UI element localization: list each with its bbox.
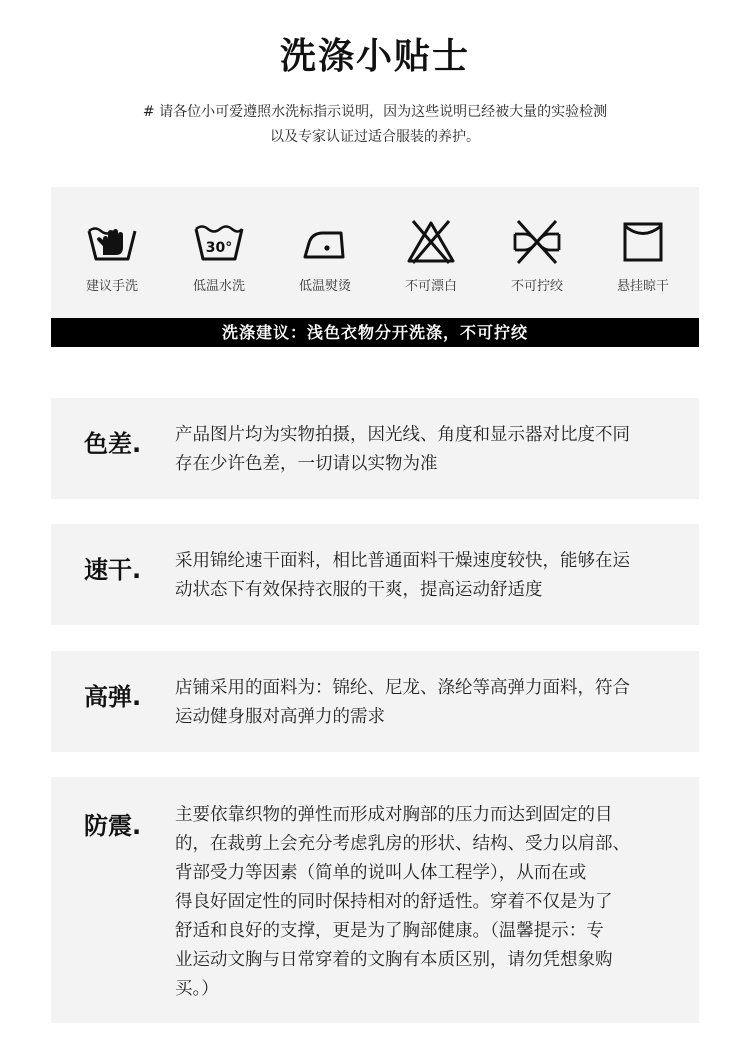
text-line: 存在少许色差，一切请以实物为准 xyxy=(175,454,438,474)
care-item-hang-dry xyxy=(598,219,688,294)
care-symbols-panel xyxy=(51,187,699,318)
text-line: 背部受力等因素（简单的说叫人体工程学），从而在或 xyxy=(175,863,587,883)
care-label: 建议手洗 xyxy=(85,279,138,294)
care-item-iron xyxy=(280,219,370,294)
text-line: 动状态下有效保持衣服的干爽，提高运动舒适度 xyxy=(175,580,543,600)
care-label: 低温熨烫 xyxy=(298,279,351,294)
text-line: 的，在裁剪上会充分考虑乳房的形状、结构、受力以肩部、 xyxy=(175,834,630,854)
no-bleach-icon xyxy=(405,219,457,265)
section-heading: 速干. xyxy=(84,556,142,584)
info-section-quick-dry xyxy=(51,524,699,625)
care-label: 不可拧绞 xyxy=(510,279,563,294)
text-line: 主要依靠织物的弹性而形成对胸部的压力而达到固定的目 xyxy=(175,805,613,825)
section-text xyxy=(175,801,695,1004)
info-section-shockproof xyxy=(51,777,699,1023)
text-line: 舒适和良好的支撑，更是为了胸部健康。（温馨提示：专 xyxy=(175,921,604,941)
care-label: 低温水洗 xyxy=(192,279,245,294)
section-heading: 高弹. xyxy=(84,683,142,711)
hang-dry-icon xyxy=(617,219,669,265)
care-item-no-bleach xyxy=(386,219,476,294)
section-text xyxy=(175,674,695,732)
care-item-wash-30 xyxy=(174,219,264,294)
care-item-no-wring xyxy=(492,219,582,294)
subtitle-line: # 请各位小可爱遵照水洗标指示说明，因为这些说明已经被大量的实验检测 xyxy=(142,104,608,120)
text-line: 店铺采用的面料为：锦纶、尼龙、涤纶等高弹力面料，符合 xyxy=(175,678,630,698)
iron-low-icon xyxy=(299,219,351,265)
text-line: 运动健身服对高弹力的需求 xyxy=(175,707,385,727)
text-line: 产品图片均为实物拍摄，因光线、角度和显示器对比度不同 xyxy=(175,425,630,445)
wash-30-icon xyxy=(193,219,245,265)
care-label: 不可漂白 xyxy=(404,279,457,294)
text-line: 买。） xyxy=(175,979,219,999)
section-text xyxy=(175,421,695,479)
section-text xyxy=(175,547,695,605)
page-title: 洗涤小贴士 xyxy=(279,36,470,77)
info-section-high-elastic xyxy=(51,651,699,752)
hand-wash-icon xyxy=(86,219,138,265)
text-line: 采用锦纶速干面料，相比普通面料干燥速度较快，能够在运 xyxy=(175,551,630,571)
page-subtitle xyxy=(0,100,750,150)
care-item-hand-wash xyxy=(67,219,157,294)
care-advice-banner: 洗涤建议：浅色衣物分开洗涤，不可拧绞 xyxy=(51,318,699,347)
section-heading: 防震. xyxy=(84,812,142,840)
no-wring-icon xyxy=(511,219,563,265)
care-label: 悬挂晾干 xyxy=(616,279,669,294)
text-line: 业运动文胸与日常穿着的文胸有本质区别，请勿凭想象购 xyxy=(175,950,613,970)
subtitle-line: 以及专家认证过适合服装的养护。 xyxy=(270,129,480,145)
text-line: 得良好固定性的同时保持相对的舒适性。穿着不仅是为了 xyxy=(175,892,613,912)
wash-temperature: 30° xyxy=(205,240,233,256)
section-heading: 色差. xyxy=(84,430,142,458)
info-section-color-difference xyxy=(51,398,699,499)
